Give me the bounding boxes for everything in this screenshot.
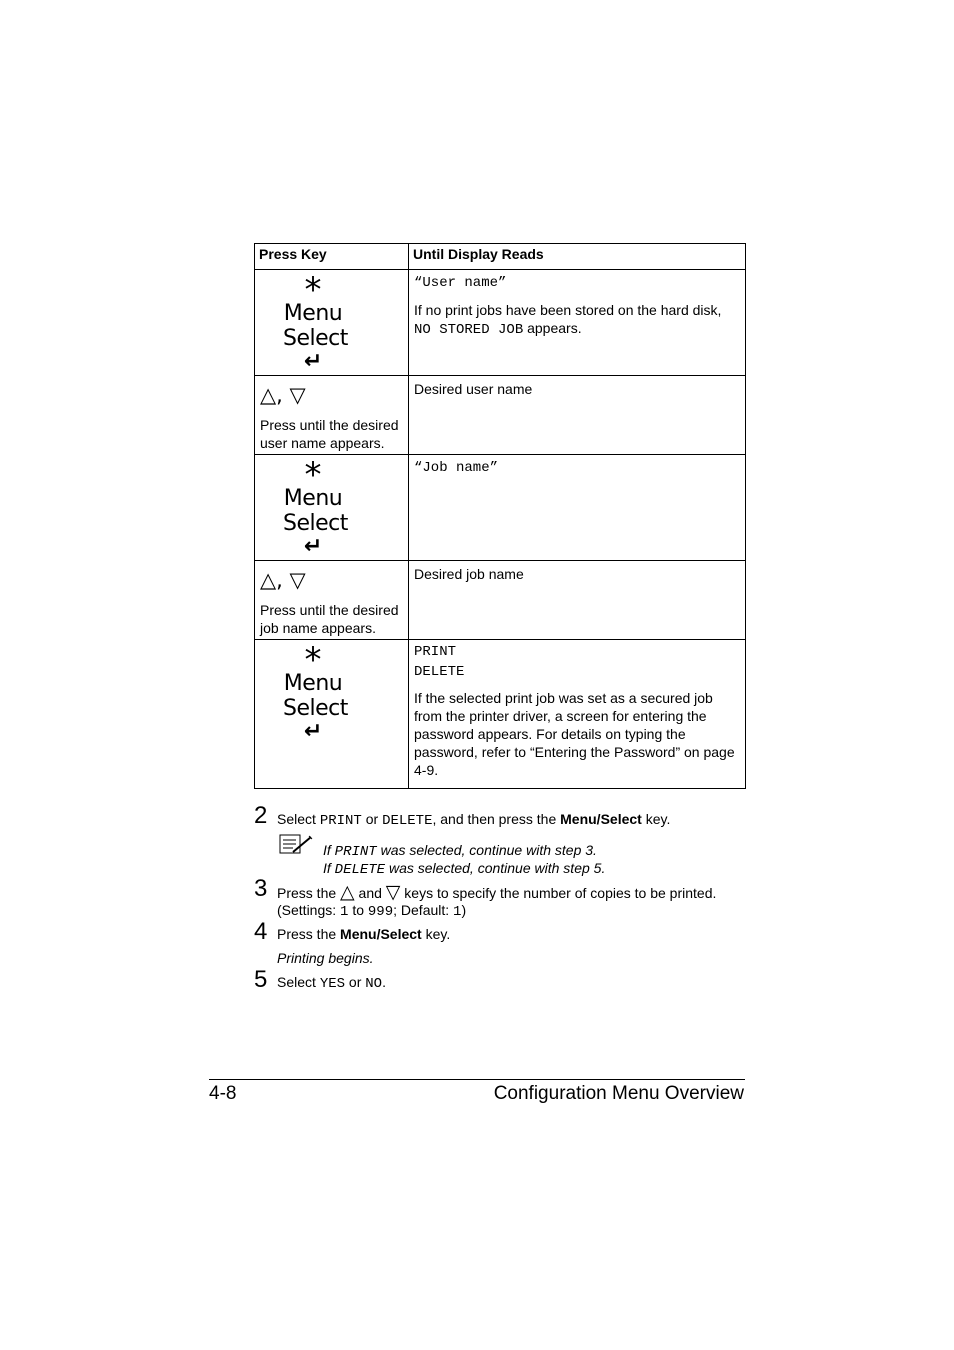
text-run: Select (277, 974, 320, 990)
note-line (323, 841, 597, 861)
display-cell (409, 376, 746, 455)
press-key-cell (255, 376, 409, 455)
menu-select-key-icon: * Menu Select ↵ (283, 640, 348, 744)
step-text (277, 925, 450, 943)
text-run: Press the (277, 926, 341, 942)
footer-divider (209, 1079, 745, 1080)
text-run: to (348, 902, 368, 918)
step-number: 3 (254, 875, 268, 902)
section-title: Configuration Menu Overview (493, 1083, 744, 1104)
enter-arrow-icon: ↵ (303, 349, 323, 374)
text-run: ) (461, 902, 467, 918)
text-run: key. (641, 811, 671, 827)
menu-select-key-icon: * Menu Select ↵ (283, 455, 348, 559)
display-text: Desired user name (414, 381, 533, 397)
text-run: keys to specify the number of copies to be printed. (400, 885, 717, 901)
text-run: Select (277, 811, 320, 827)
header-press-key: Press Key (255, 244, 409, 270)
table-row (255, 561, 746, 640)
step-number: 2 (254, 802, 268, 829)
press-key-cell (255, 640, 409, 789)
table-header-row (255, 244, 746, 270)
step-text (277, 810, 670, 830)
display-text-mono: NO STORED JOB (414, 322, 524, 338)
mono-text: YES (319, 976, 346, 992)
table-row (255, 376, 746, 455)
text-run: Press the (277, 885, 341, 901)
display-cell (409, 455, 746, 561)
menu-select-key-icon: * Menu Select ↵ (283, 270, 348, 374)
display-text: If the selected print job was set as a secured job from the printer driver, a screen for entering the password appears. For details on typing the password, refer to “Entering the Password” on page 4-9. (414, 690, 735, 778)
star-icon: * (304, 455, 322, 495)
key-name: Menu/Select (340, 926, 422, 942)
header-until-display-reads: Until Display Reads (409, 244, 746, 270)
press-key-cell (255, 455, 409, 561)
mono-text: 1 (340, 904, 349, 920)
key-sequence-table (254, 243, 746, 789)
text-run: key. (421, 926, 451, 942)
display-text-mono: DELETE (414, 664, 465, 680)
text-run: ; Default: (393, 902, 454, 918)
text-run: . (382, 974, 386, 990)
text-run: or (345, 974, 366, 990)
note-icon (279, 834, 313, 856)
text-run: If (323, 860, 335, 876)
key-note: Press until the desired user name appears. (260, 417, 399, 451)
text-run: was selected, continue with step 3. (376, 842, 597, 858)
text-run: or (361, 811, 383, 827)
up-down-arrow-keys-icon: △, ▽ (260, 383, 306, 407)
display-text: Desired job name (414, 566, 524, 582)
text-run: , and then press the (432, 811, 561, 827)
display-text-mono: PRINT (414, 644, 457, 660)
key-note: Press until the desired job name appears. (260, 602, 399, 636)
page-number: 4-8 (209, 1083, 237, 1104)
text-run: and (354, 885, 386, 901)
star-icon: * (304, 270, 322, 310)
down-arrow-icon: ▽ (385, 881, 401, 903)
key-name: Menu/Select (560, 811, 642, 827)
table-row (255, 270, 746, 376)
display-text: appears. (523, 320, 582, 336)
display-cell (409, 640, 746, 789)
table-row (255, 455, 746, 561)
display-cell (409, 270, 746, 376)
text-run: was selected, continue with step 5. (385, 860, 606, 876)
step-number: 4 (254, 918, 268, 945)
text-run: If (323, 842, 335, 858)
step-number: 5 (254, 966, 268, 993)
star-icon: * (304, 640, 322, 680)
mono-text: NO (365, 976, 383, 992)
press-key-cell (255, 561, 409, 640)
mono-text: PRINT (319, 813, 362, 829)
up-arrow-icon: △ (340, 881, 355, 903)
step-text (277, 973, 386, 993)
text-run: (Settings: (277, 902, 341, 918)
enter-arrow-icon: ↵ (303, 534, 323, 559)
mono-text: 999 (367, 904, 394, 920)
note-line (323, 859, 605, 879)
display-text-mono: “Job name” (414, 460, 499, 476)
up-down-arrow-keys-icon: △, ▽ (260, 568, 306, 592)
table-row (255, 640, 746, 789)
step-text (277, 883, 716, 902)
press-key-cell (255, 270, 409, 376)
display-cell (409, 561, 746, 640)
enter-arrow-icon: ↵ (303, 719, 323, 744)
step-result: Printing begins. (277, 950, 374, 966)
mono-text: 1 (453, 904, 462, 920)
mono-text: PRINT (334, 844, 377, 860)
mono-text: DELETE (382, 813, 433, 829)
display-text: If no print jobs have been stored on the hard disk, (414, 302, 722, 318)
step-text (277, 901, 466, 921)
mono-text: DELETE (334, 862, 386, 878)
display-text-mono: “User name” (414, 275, 507, 291)
